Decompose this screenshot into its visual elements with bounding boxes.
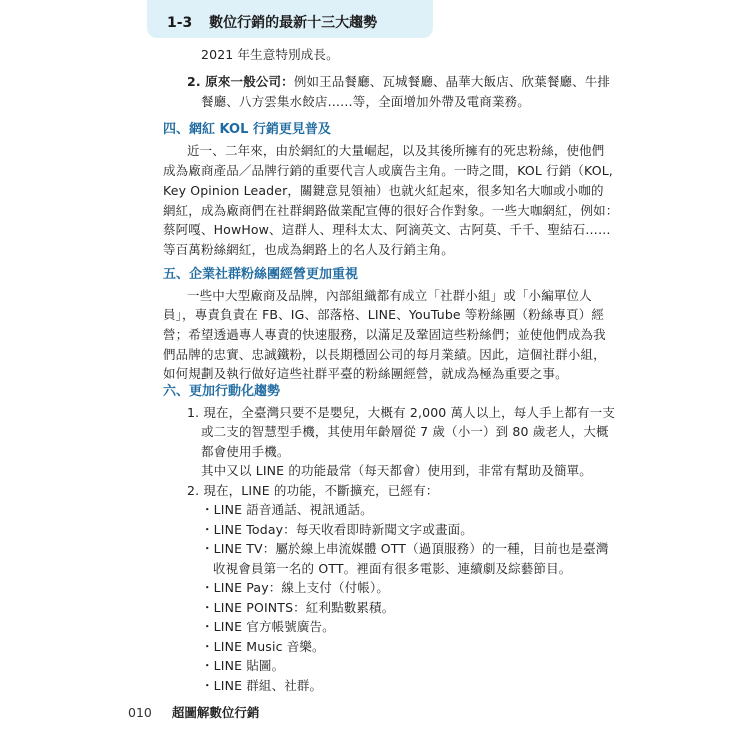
bullet-item: ・LINE Today：每天收看即時新聞文字或畫面。 bbox=[201, 522, 473, 537]
list-item-2-continued: 餐廳、八方雲集水餃店……等，全面增加外帶及電商業務。 bbox=[201, 94, 530, 109]
paragraph-line: Key Opinion Leader，關鍵意見領袖）也就火紅起來，很多知名大咖或小咖的 bbox=[163, 183, 604, 198]
bullet-item: ・LINE POINTS：紅利點數累積。 bbox=[201, 600, 395, 615]
bullet-item: ・LINE 群組、社群。 bbox=[201, 678, 323, 693]
section-4-heading: 四、網紅 KOL 行銷更見普及 bbox=[163, 122, 331, 137]
bullet-item: ・LINE TV：屬於線上串流媒體 OTT（過頂服務）的一種，目前也是臺灣 bbox=[201, 541, 609, 556]
page-footer bbox=[128, 703, 259, 721]
page-number: 010 bbox=[128, 705, 152, 720]
section-5-heading: 五、企業社群粉絲團經營更加重視 bbox=[163, 267, 359, 282]
paragraph-line: 一些中大型廠商及品牌，內部組織都有成立「社群小組」或「小編單位人 bbox=[187, 288, 592, 303]
paragraph-line: 成為廠商產品／品牌行銷的重要代言人或廣告主角。一時之間，KOL 行銷（KOL, bbox=[163, 163, 613, 178]
paragraph-line: 們品牌的忠實、忠誠鐵粉，以長期穩固公司的每月業績。因此，這個社群小組， bbox=[163, 347, 606, 362]
list-item-2-text: 例如王品餐廳、瓦城餐廳、晶華大飯店、欣葉餐廳、牛排 bbox=[293, 74, 611, 89]
bullet-item: ・LINE Music 音樂。 bbox=[201, 639, 325, 654]
chapter-title: 數位行銷的最新十三大趨勢 bbox=[209, 15, 378, 31]
paragraph-line: 等百萬粉絲網紅，也成為網路上的名人及行銷主角。 bbox=[163, 242, 454, 257]
list-item-1: 1. 現在，全臺灣只要不是嬰兒，大概有 2,000 萬人以上，每人手上都有一支 bbox=[187, 405, 615, 420]
paragraph-line: 蔡阿嘎、HowHow、這群人、理科太太、阿滴英文、古阿莫、千千、聖結石…… bbox=[163, 222, 611, 237]
chapter-header-tab bbox=[147, 0, 433, 38]
bullet-item-continued: 收視會員第一名的 OTT。裡面有很多電影、連續劇及綜藝節目。 bbox=[213, 561, 572, 576]
list-item-1-continued: 或二支的智慧型手機，其使用年齡層從 7 歲（小一）到 80 歲老人，大概 bbox=[201, 424, 609, 439]
paragraph-line: 員」，專責負責在 FB、IG、部落格、LINE、YouTube 等粉絲團（粉絲專頁）經 bbox=[163, 307, 605, 322]
paragraph-line: 近一、二年來，由於網紅的大量崛起，以及其後所擁有的死忠粉絲，使他們 bbox=[187, 143, 605, 158]
section-6-heading: 六、更加行動化趨勢 bbox=[163, 384, 281, 399]
list-item-2: 2. 現在，LINE 的功能，不斷擴充，已經有： bbox=[187, 483, 439, 498]
list-item-1-continued: 都會使用手機。 bbox=[201, 444, 290, 459]
bullet-item: ・LINE 語音通話、視訊通話。 bbox=[201, 502, 373, 517]
book-title: 超圖解數位行銷 bbox=[171, 705, 260, 720]
paragraph-line: 網紅，成為廠商們在社群網路做業配宣傳的很好合作對象。一些大咖網紅，例如： bbox=[163, 203, 619, 218]
continued-line: 2021 年生意特別成長。 bbox=[201, 47, 339, 62]
list-item-2 bbox=[187, 74, 610, 90]
chapter-number: 1-3 bbox=[167, 15, 193, 31]
bullet-item: ・LINE Pay：線上支付（付帳）。 bbox=[201, 580, 390, 595]
list-item-2-label: 2. 原來一般公司： bbox=[187, 74, 294, 89]
paragraph-line: 營；希望透過專人專責的快速服務，以滿足及鞏固這些粉絲們；並使他們成為我 bbox=[163, 327, 606, 342]
bullet-item: ・LINE 貼圖。 bbox=[201, 658, 285, 673]
bullet-item: ・LINE 官方帳號廣告。 bbox=[201, 619, 335, 634]
paragraph-line: 如何規劃及執行做好這些社群平臺的粉絲團經營，就成為極為重要之事。 bbox=[163, 366, 568, 381]
list-item-1-continued: 其中又以 LINE 的功能最常（每天都會）使用到，非常有幫助及簡單。 bbox=[201, 463, 592, 478]
